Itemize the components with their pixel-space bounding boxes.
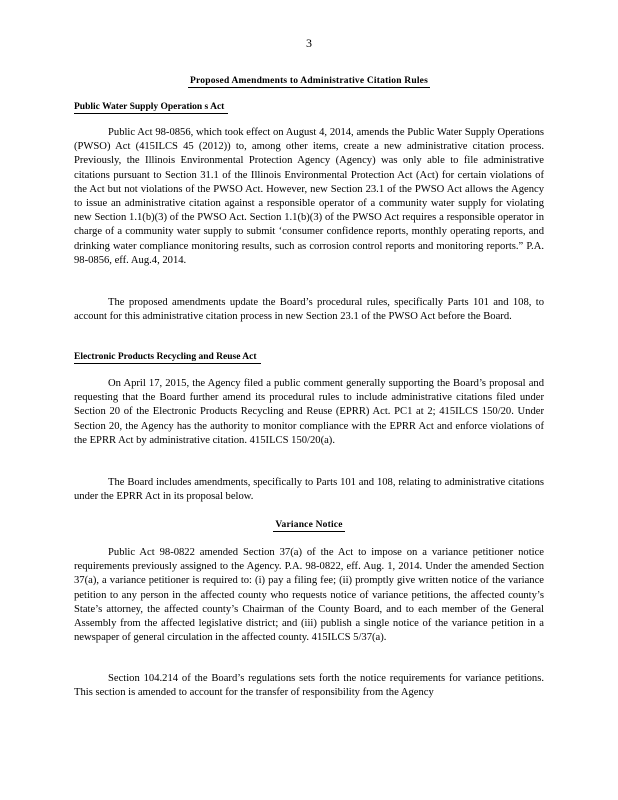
paragraph-variance-1: Public Act 98-0822 amended Section 37(a) of the Act to impose on a variance petitioner notice requirements previously assigned to the Agency. P.A. 98-0822, eff. Aug. 1, 2014. Under the amended Section 37(a), a variance petitioner is required to: (i) pay a filing fee; (ii) promptly give written notice of the variance petition to any person in the affected county who requests notice of variance petitions, the affected county’s State’s attorney, the affected county’s Chairman of the County Board, and to each member of the General Assembly from the affected legislative district; and (iii) publish a single notice of the variance petition in a newspaper of general circulation in the affected county. 415ILCS 5/37(a). — [74, 547, 544, 644]
page-number: 3 — [306, 36, 312, 50]
section-heading-variance-text: Variance Notice — [275, 520, 343, 530]
section-heading-pwso-text: Public Water Supply Operation s Act — [74, 102, 228, 114]
paragraph-pwso-2: The proposed amendments update the Board’s procedural rules, specifically Parts 101 and 108, to account for this administrative citation process in new Section 23.1 of the PWSO Act before the Board. — [74, 297, 544, 323]
paragraph-eprr-2: The Board includes amendments, specifically to Parts 101 and 108, relating to administrative citations under the EPRR Act in its proposal below. — [74, 477, 544, 503]
section-heading-pwso — [74, 102, 228, 112]
paragraph-eprr-1: On April 17, 2015, the Agency filed a public comment generally supporting the Board’s proposal and requesting that the Board further amend its procedural rules to include administrative citations filed under Section 20 of the Electronic Products Recycling and Reuse (EPRR) Act. PC1 at 2; 415ILCS 150/20. Under Section 20, the Agency has the authority to monitor compliance with the EPRR Act and enforce violations of the EPRR Act by administrative citation. 415ILCS 150/20(a). — [74, 378, 544, 446]
section-heading-variance — [0, 520, 618, 530]
section-heading-eprr — [74, 352, 261, 362]
document-title-text: Proposed Amendments to Administrative Citation Rules — [190, 76, 428, 86]
document-title — [0, 76, 618, 86]
section-heading-eprr-text: Electronic Products Recycling and Reuse Act — [74, 352, 261, 364]
paragraph-pwso-1: Public Act 98-0856, which took effect on August 4, 2014, amends the Public Water Supply Operations (PWSO) Act (415ILCS 45 (2012)) to, among other items, create a new administrative citation process. Previously, the Illinois Environmental Protection Agency (Agency) was only able to file administrative citations pursuant to Section 31.1 of the Illinois Environmental Protection Act (Act) for certain violations of the Act but not violations of the PWSO Act. However, new Section 23.1 of the PWSO Act allows the Agency to issue an administrative citation against a responsible operator of a community water supply for violating new Section 1.1(b)(3) of the PWSO Act. Section 1.1(b)(3) of the PWSO Act requires a responsible operator in charge of a community water supply to submit ‘consumer confidence reports, monthly operating reports, and drinking water compliance monitoring results, such as corrosion control reports and monitoring reports.” P.A. 98-0856, eff. Aug.4, 2014. — [74, 127, 544, 266]
paragraph-variance-2: Section 104.214 of the Board’s regulations sets forth the notice requirements for variance petitions. This section is amended to account for the transfer of responsibility from the Agency — [74, 673, 544, 699]
